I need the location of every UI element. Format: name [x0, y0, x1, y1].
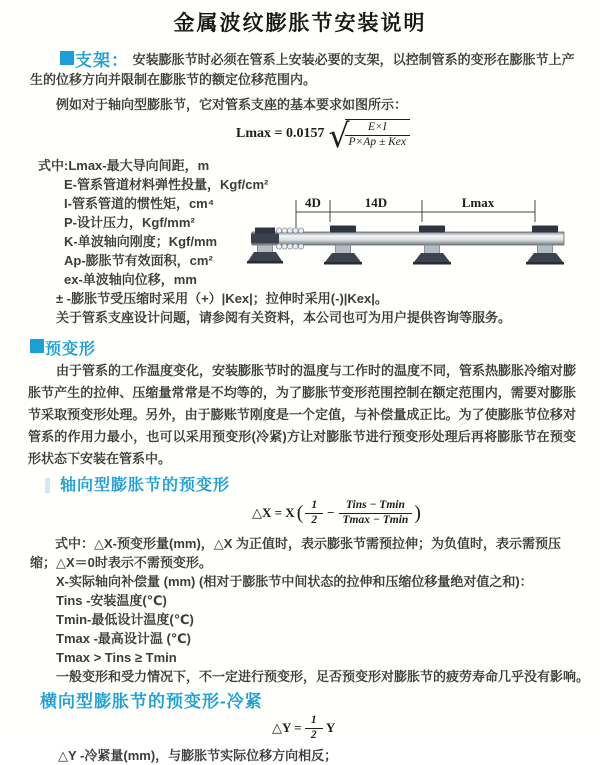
- lateral-formula-lhs: △Y =: [272, 720, 302, 735]
- temperature-ratio-fraction: [339, 499, 413, 528]
- lmax-formula-lhs: Lmax = 0.0157: [236, 126, 325, 141]
- axial-heading-text: 轴向型膨胀节的预变形: [60, 477, 231, 494]
- lateral-subsection-heading: 横向型膨胀节的预变形-冷紧: [40, 692, 263, 711]
- predeform-paragraph: 由于管系的工作温度变化，安装膨胀节时的温度与工作时的温度不同，管系热膨胀冷缩对膨胀节产生的拉伸、压缩量常常是不均等的，为了膨胀节变形范围控制在额定范围内，需要对膨胀节采取预变形处理。另外，由于膨账节刚度是一个定值，与补偿量成正比。为了使膨胀节位移对管系的作用力最小，也可以采用预变形(冷紧)方让对膨胀节进行预变形处理后再将膨胀节在预变形状态下安装在管系中。: [28, 363, 577, 466]
- definition-line: E-管系管道材料弹性投量，Kgf/cm²: [64, 177, 269, 192]
- note-line: Tins -安装温度(℃): [56, 593, 167, 608]
- diagram-label-14d: 14D: [364, 195, 388, 210]
- pipe: [252, 232, 564, 245]
- definition-line: 关于管系支座设计问题，请参阅有关资料，本公司也可为用户提供咨询等服务。: [56, 310, 512, 325]
- page-title: 金属波纹膨胀节安装说明: [173, 12, 427, 35]
- fraction-numerator: Tins − Tmin: [339, 499, 413, 514]
- definition-line: P-设计压力，Kgf/mm²: [64, 215, 195, 230]
- axial-subsection-heading: [60, 476, 600, 495]
- axial-formula-lhs: △X = X: [252, 505, 295, 520]
- fraction-numerator: 1: [305, 714, 323, 729]
- note-line: Tmax -最高设计温 (℃): [56, 631, 191, 646]
- lateral-note-line: △Y -冷紧量(mm)，与膨胀节实际位移方向相反；: [58, 748, 338, 763]
- definition-line: K-单波轴向刚度；Kgf/mm: [64, 234, 218, 249]
- axial-predeform-formula: [252, 498, 600, 528]
- section-bullet-icon: [30, 339, 44, 353]
- definition-line: ± -膨胀节受压缩时采用（+）|Kex|；拉伸时采用(-)|Kex|。: [56, 291, 388, 306]
- section-bullet-icon: [60, 51, 74, 65]
- note-line: Tmax > Tins ≥ Tmin: [56, 650, 177, 665]
- diagram-label-4d: 4D: [305, 195, 321, 210]
- lmax-formula-fraction: [345, 119, 411, 150]
- one-half-fraction: [305, 499, 323, 528]
- fraction-numerator: 1: [305, 499, 323, 514]
- predeform-section-heading: 预变形: [45, 341, 97, 358]
- diagram-label-lmax: Lmax: [461, 195, 495, 210]
- definition-line: Ap-膨胀节有效面积，cm²: [64, 253, 213, 268]
- definition-line: ex-单波轴向位移，mm: [64, 272, 197, 287]
- one-half-fraction: [305, 714, 323, 743]
- predeform-section-header: [30, 336, 600, 356]
- support-intro-text: 安装膨胀节时必须在管系上安装必要的支架，以控制管系的变形在膨胀节上产生的位移方向并限制在膨胀节的额定位移范围内。: [30, 52, 575, 87]
- definition-line: I-管系管道的惯性矩，cm⁴: [64, 196, 215, 211]
- heading-tick-icon: [45, 478, 50, 493]
- pipe-support-diagram: [248, 192, 596, 288]
- lmax-formula: Lmax = 0.0157 √ $\frac{E\times I}{\text{P×Ap ± Kex}}$: [236, 118, 600, 150]
- note-line: Tmin-最低设计温度(℃): [56, 612, 194, 627]
- fraction-denominator: 2: [310, 728, 317, 741]
- lmax-formula-denominator: P×Ap ± Kex: [348, 135, 407, 148]
- minus-sign: −: [327, 505, 335, 520]
- fraction-denominator: Tmax − Tmin: [342, 513, 409, 526]
- close-paren: ): [414, 501, 421, 524]
- pipe-support-diagram-svg: [248, 192, 596, 288]
- note-line: 式中：△X-预变形量(mm)，△X 为正值时，表示膨张节需预拉伸；为负值时，表示需预压缩；△X＝0时表示不需预变形。: [30, 536, 562, 570]
- support-example-line: 例如对于轴向型膨胀节，它对管系支座的基本要求如图所示：: [56, 97, 408, 112]
- lateral-formula-rhs: Y: [325, 720, 336, 735]
- note-line: X-实际轴向补偿量 (mm) (相对于膨胀节中间状态的拉伸和压缩位移量绝对值之和)：: [56, 574, 533, 589]
- support-intro-paragraph: [30, 50, 576, 89]
- definition-line: 式中:Lmax-最大导向间距，m: [38, 158, 210, 173]
- open-paren: (: [296, 501, 304, 524]
- lmax-formula-numerator: E×I: [345, 121, 411, 136]
- fraction-denominator: 2: [311, 513, 318, 526]
- axial-notes-list: [0, 534, 600, 686]
- note-line: 一般变形和受力情况下，不一定进行预变形，足否预变形对膨胀节的疲劳寿命几乎没有影响。: [56, 669, 590, 684]
- support-section-heading: 支架：: [75, 51, 129, 70]
- lateral-predeform-formula: [272, 715, 600, 741]
